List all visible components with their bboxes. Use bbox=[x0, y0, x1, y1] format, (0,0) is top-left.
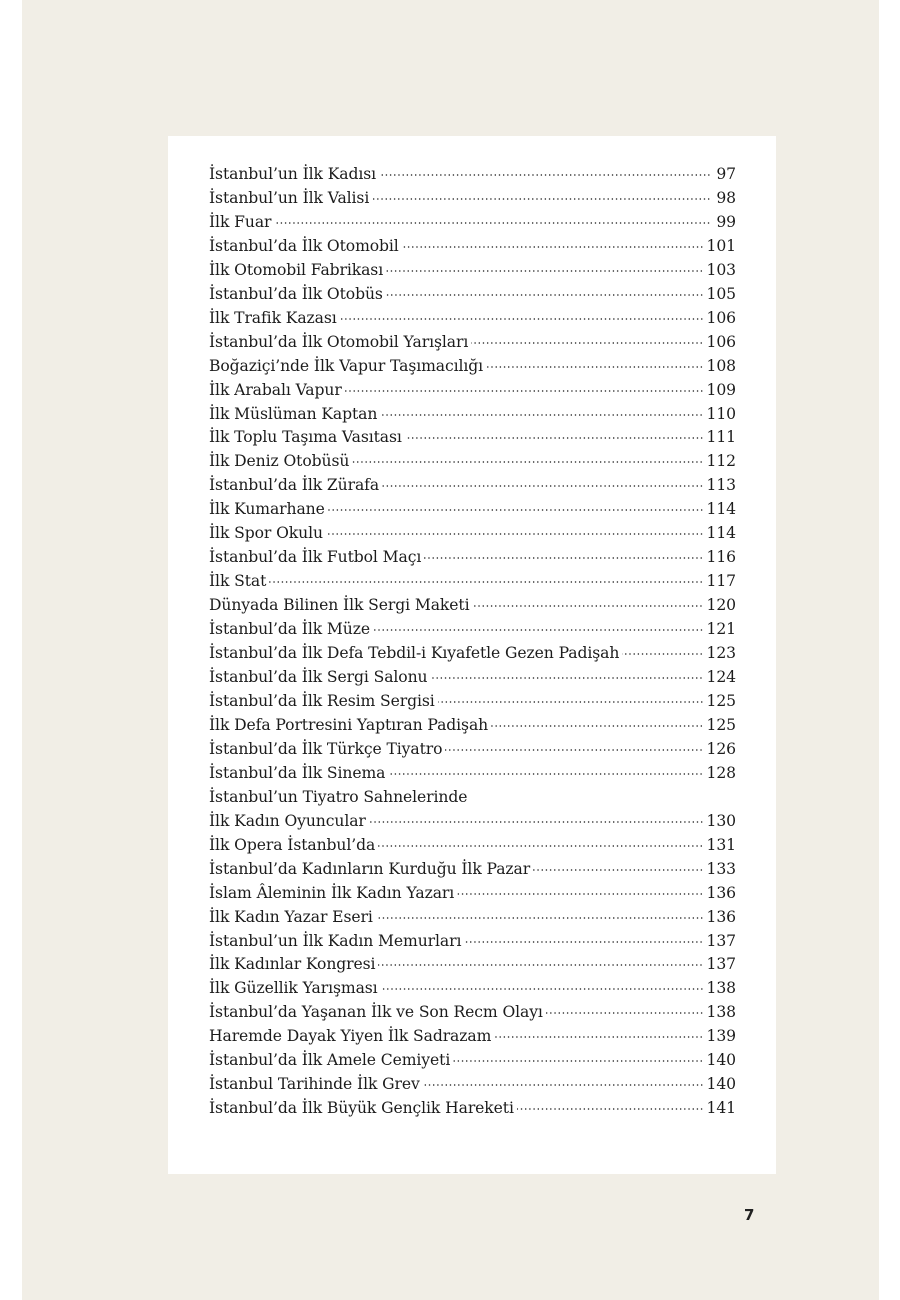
toc-entry-title: İlk Kumarhane bbox=[209, 500, 325, 519]
toc-entry bbox=[209, 644, 736, 668]
dot-leader bbox=[328, 509, 704, 511]
toc-entry-page: 123 bbox=[706, 644, 736, 663]
toc-entry-page: 130 bbox=[706, 811, 736, 830]
toc-entry bbox=[209, 452, 736, 476]
toc-entry-title: İlk Spor Okulu bbox=[209, 524, 323, 543]
dot-leader bbox=[533, 869, 703, 871]
toc-entry-title: İstanbul’da İlk Otobüs bbox=[209, 284, 383, 303]
toc-entry-title: İlk Kadın Yazar Eseri bbox=[209, 907, 373, 926]
toc-entry-page: 126 bbox=[706, 739, 736, 758]
toc-entry-title: İlk Fuar bbox=[209, 212, 272, 231]
toc-entry bbox=[209, 1051, 736, 1075]
dot-leader bbox=[453, 1060, 703, 1062]
dot-leader bbox=[424, 557, 703, 559]
page-number: 7 bbox=[744, 1206, 755, 1224]
toc-entry-title: İstanbul’da Kadınların Kurduğu İlk Pazar bbox=[209, 859, 531, 878]
dot-leader bbox=[517, 1108, 704, 1110]
dot-leader bbox=[378, 845, 703, 847]
dot-leader bbox=[269, 581, 703, 583]
toc-entry-page: 98 bbox=[716, 188, 736, 207]
dot-leader bbox=[430, 677, 703, 679]
toc-entry-page: 131 bbox=[706, 835, 736, 854]
toc-entry bbox=[209, 189, 736, 213]
dot-leader bbox=[340, 318, 704, 320]
toc-entry-title: İstanbul’un İlk Kadısı bbox=[209, 165, 377, 183]
dot-leader bbox=[622, 653, 703, 655]
toc-entry bbox=[209, 309, 736, 333]
toc-entry-page: 116 bbox=[706, 548, 736, 567]
dot-leader bbox=[382, 485, 704, 487]
toc-entry-page: 120 bbox=[706, 596, 736, 615]
toc-entry-title: İlk Trafik Kazası bbox=[209, 308, 337, 327]
toc-entry-title: İstanbul’da İlk Futbol Maçı bbox=[209, 548, 422, 567]
toc-entry-page: 136 bbox=[706, 907, 736, 926]
toc-entry-page: 106 bbox=[706, 308, 736, 327]
dot-leader bbox=[380, 414, 703, 416]
toc-entry bbox=[209, 596, 736, 620]
toc-entry-page: 108 bbox=[706, 356, 736, 375]
toc-entry-page: 140 bbox=[706, 1075, 736, 1094]
table-of-contents bbox=[209, 165, 736, 1123]
dot-leader bbox=[471, 342, 703, 344]
dot-leader bbox=[438, 701, 704, 703]
toc-entry-title: İlk Otomobil Fabrikası bbox=[209, 260, 384, 279]
toc-entry-page: 105 bbox=[706, 284, 736, 303]
dot-leader bbox=[445, 749, 703, 751]
toc-entry bbox=[209, 548, 736, 572]
toc-entry bbox=[209, 572, 736, 596]
toc-entry-page: 125 bbox=[706, 691, 736, 710]
toc-entry bbox=[209, 1099, 736, 1123]
toc-entry-title: İlk Deniz Otobüsü bbox=[209, 452, 350, 471]
dot-leader bbox=[494, 1036, 703, 1038]
toc-entry-title: Haremde Dayak Yiyen İlk Sadrazam bbox=[209, 1027, 492, 1046]
dot-leader bbox=[345, 390, 704, 392]
toc-entry bbox=[209, 524, 736, 548]
dot-leader bbox=[326, 533, 704, 535]
toc-entry bbox=[209, 285, 736, 309]
toc-entry-title: İstanbul’da İlk Resim Sergisi bbox=[209, 691, 435, 710]
toc-entry bbox=[209, 333, 736, 357]
dot-leader bbox=[386, 270, 703, 272]
dot-leader bbox=[386, 294, 704, 296]
toc-entry-title: İstanbul’da İlk Müze bbox=[209, 620, 370, 639]
toc-entry-title: İstanbul’da İlk Sinema bbox=[209, 763, 386, 782]
toc-entry-page: 137 bbox=[706, 931, 736, 950]
toc-entry-page: 125 bbox=[706, 715, 736, 734]
toc-entry-title: Boğaziçi’nde İlk Vapur Taşımacılığı bbox=[209, 356, 484, 375]
dot-leader bbox=[352, 461, 703, 463]
toc-entry bbox=[209, 620, 736, 644]
toc-entry bbox=[209, 261, 736, 285]
dot-leader bbox=[491, 725, 703, 727]
toc-entry-page: 128 bbox=[706, 763, 736, 782]
toc-entry-page: 97 bbox=[716, 165, 736, 183]
toc-entry-page: 110 bbox=[706, 404, 736, 423]
toc-entry-title: İstanbul’da İlk Büyük Gençlik Hareketi bbox=[209, 1099, 514, 1118]
toc-entry bbox=[209, 955, 736, 979]
toc-entry-page: 138 bbox=[706, 1003, 736, 1022]
dot-leader bbox=[388, 773, 703, 775]
toc-entry bbox=[209, 428, 736, 452]
page-background bbox=[22, 0, 879, 1300]
dot-leader bbox=[381, 988, 704, 990]
toc-entry bbox=[209, 979, 736, 1003]
toc-entry bbox=[209, 836, 736, 860]
dot-leader bbox=[472, 605, 703, 607]
toc-entry bbox=[209, 1003, 736, 1027]
toc-entry-page: 111 bbox=[706, 428, 736, 447]
toc-entry bbox=[209, 884, 736, 908]
toc-entry-title: İstanbul’da İlk Sergi Salonu bbox=[209, 668, 428, 687]
dot-leader bbox=[423, 1084, 704, 1086]
toc-entry-page: 138 bbox=[706, 979, 736, 998]
dot-leader bbox=[369, 821, 704, 823]
toc-entry bbox=[209, 165, 736, 189]
toc-entry bbox=[209, 237, 736, 261]
toc-entry bbox=[209, 476, 736, 500]
dot-leader bbox=[274, 222, 711, 224]
toc-entry-page: 139 bbox=[706, 1027, 736, 1046]
toc-entry-title: İstanbul’un Tiyatro Sahnelerinde bbox=[209, 787, 468, 806]
toc-entry-page: 99 bbox=[716, 212, 736, 231]
toc-entry-title: İlk Müslüman Kaptan bbox=[209, 404, 378, 423]
toc-entry-page: 103 bbox=[706, 260, 736, 279]
toc-entry-title: İlk Güzellik Yarışması bbox=[209, 979, 378, 998]
toc-entry-page: 113 bbox=[706, 476, 736, 495]
toc-entry bbox=[209, 1027, 736, 1051]
toc-entry bbox=[209, 908, 736, 932]
toc-entry-page: 109 bbox=[706, 380, 736, 399]
toc-entry-page: 112 bbox=[706, 452, 736, 471]
dot-leader bbox=[464, 941, 703, 943]
toc-entry bbox=[209, 740, 736, 764]
toc-entry bbox=[209, 788, 736, 812]
toc-entry-title: İlk Toplu Taşıma Vasıtası bbox=[209, 428, 402, 447]
toc-entry-page: 121 bbox=[706, 620, 736, 639]
dot-leader bbox=[376, 917, 704, 919]
dot-leader bbox=[405, 437, 704, 439]
dot-leader bbox=[378, 964, 703, 966]
toc-entry bbox=[209, 860, 736, 884]
toc-entry-page: 106 bbox=[706, 332, 736, 351]
dot-leader bbox=[402, 246, 704, 248]
toc-entry bbox=[209, 213, 736, 237]
toc-entry bbox=[209, 500, 736, 524]
toc-entry-title: İstanbul’da İlk Otomobil bbox=[209, 236, 399, 255]
toc-entry-title: İlk Kadınlar Kongresi bbox=[209, 955, 376, 974]
toc-panel bbox=[168, 136, 776, 1174]
toc-entry bbox=[209, 812, 736, 836]
toc-entry-page: 114 bbox=[706, 500, 736, 519]
toc-entry-page: 101 bbox=[706, 236, 736, 255]
toc-entry-page: 114 bbox=[706, 524, 736, 543]
toc-entry-page: 136 bbox=[706, 883, 736, 902]
toc-entry-title: İstanbul’un İlk Kadın Memurları bbox=[209, 931, 462, 950]
toc-entry bbox=[209, 932, 736, 956]
toc-entry-page: 133 bbox=[706, 859, 736, 878]
toc-entry-title: Dünyada Bilinen İlk Sergi Maketi bbox=[209, 596, 470, 615]
toc-entry-title: İstanbul’da İlk Zürafa bbox=[209, 476, 380, 495]
toc-entry-title: İlk Kadın Oyuncular bbox=[209, 811, 366, 830]
toc-entry-title: İslam Âleminin İlk Kadın Yazarı bbox=[209, 883, 455, 902]
toc-entry-title: İstanbul’da İlk Türkçe Tiyatro bbox=[209, 739, 443, 758]
toc-entry-title: İlk Arabalı Vapur bbox=[209, 380, 342, 399]
toc-entry bbox=[209, 764, 736, 788]
toc-entry-title: İlk Defa Portresini Yaptıran Padişah bbox=[209, 715, 489, 734]
toc-entry-title: İstanbul’da İlk Otomobil Yarışları bbox=[209, 332, 469, 351]
toc-entry bbox=[209, 381, 736, 405]
toc-entry-title: İlk Opera İstanbul’da bbox=[209, 835, 376, 854]
toc-entry-page: 124 bbox=[706, 668, 736, 687]
toc-entry-title: İstanbul’un İlk Valisi bbox=[209, 188, 370, 207]
dot-leader bbox=[486, 366, 703, 368]
dot-leader bbox=[372, 198, 711, 200]
toc-entry bbox=[209, 716, 736, 740]
toc-entry-title: İstanbul’da Yaşanan İlk ve Son Recm Olayı bbox=[209, 1003, 543, 1022]
toc-entry-title: İstanbul Tarihinde İlk Grev bbox=[209, 1075, 420, 1094]
toc-entry bbox=[209, 668, 736, 692]
toc-entry bbox=[209, 405, 736, 429]
toc-entry bbox=[209, 357, 736, 381]
toc-entry-page: 140 bbox=[706, 1051, 736, 1070]
toc-entry-page: 141 bbox=[706, 1099, 736, 1118]
toc-entry bbox=[209, 1075, 736, 1099]
dot-leader bbox=[373, 629, 704, 631]
dot-leader bbox=[379, 174, 711, 176]
toc-entry-page: 117 bbox=[706, 572, 736, 591]
toc-entry-title: İstanbul’da İlk Amele Cemiyeti bbox=[209, 1051, 451, 1070]
toc-entry-page: 137 bbox=[706, 955, 736, 974]
toc-entry-title: İlk Stat bbox=[209, 572, 267, 591]
dot-leader bbox=[457, 893, 703, 895]
toc-entry bbox=[209, 692, 736, 716]
dot-leader bbox=[546, 1012, 704, 1014]
toc-entry-title: İstanbul’da İlk Defa Tebdil-i Kıyafetle Gezen Padişah bbox=[209, 644, 620, 663]
